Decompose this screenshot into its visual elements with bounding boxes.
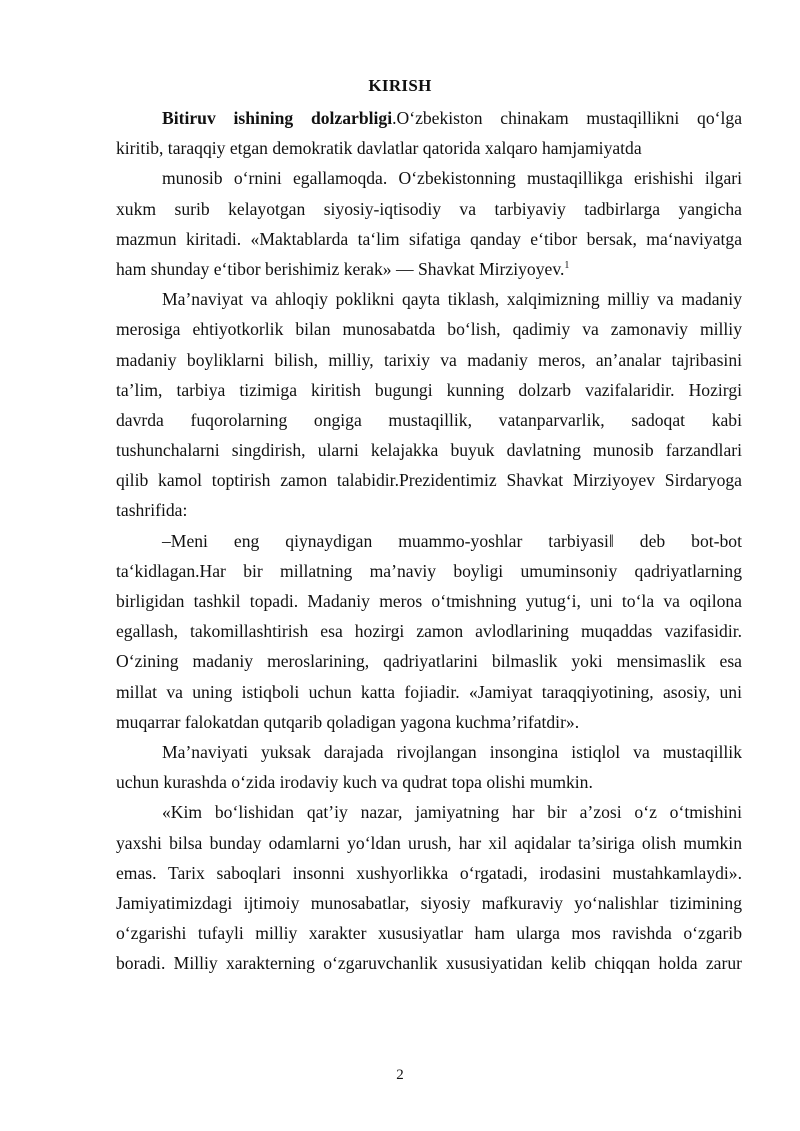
- paragraph-text: .O‘zbekiston chinakam mustaqillikni qo‘lga: [392, 108, 742, 128]
- bold-lead-text: Bitiruv ishining dolzarbligi: [162, 108, 393, 128]
- paragraph-line: millat va uning istiqboli uchun katta fojiadir. «Jamiyat taraqqiyotining, asosiy, uni: [116, 681, 742, 702]
- paragraph-line: boradi. Milliy xarakterning o‘zgaruvchanlik xususiyatidan kelib chiqqan holda zarur: [116, 953, 742, 974]
- paragraph-line: o‘zgarishi tufayli milliy xarakter xususiyatlar ham ularga mos ravishda o‘zgarib: [116, 923, 742, 944]
- paragraph-line: muqarrar falokatdan qutqarib qoladigan yagona kuchma’rifatdir».: [116, 711, 580, 732]
- paragraph-line: birligidan tashkil topadi. Madaniy meros o‘tmishning yutug‘i, uni to‘la va oqilona: [116, 591, 742, 611]
- paragraph-line: [116, 103, 742, 133]
- paragraph-line: emas. Tarix saboqlari insonni xushyorlikka o‘rgatadi, irodasini mustahkamlaydi».: [116, 862, 742, 883]
- document-body: [116, 103, 742, 978]
- paragraph-line: tashrifida:: [116, 500, 188, 521]
- paragraph-line: Jamiyatimizdagi ijtimoiy munosabatlar, siyosiy mafkuraviy yo‘nalishlar tizimining: [116, 892, 742, 913]
- paragraph-text: ham shunday e‘tibor berishimiz kerak» — Shavkat Mirziyoyev.: [116, 258, 565, 279]
- paragraph-line: davrda fuqorolarning ongiga mustaqillik, vatanparvarlik, sadoqat kabi: [116, 409, 742, 430]
- paragraph-line: munosib o‘rnini egallamoqda. O‘zbekistonning mustaqillikga erishishi ilgari: [162, 168, 742, 189]
- paragraph-line: madaniy boyliklarni bilish, milliy, tarixiy va madaniy meros, an’analar tajribasini: [116, 349, 742, 370]
- paragraph-line: xukm surib kelayotgan siyosiy-iqtisodiy va tarbiyaviy tadbirlarga yangicha: [116, 198, 742, 219]
- paragraph-line: qilib kamol toptirish zamon talabidir.Prezidentimiz Shavkat Mirziyoyev Sirdaryoga: [116, 470, 742, 491]
- footnote-marker[interactable]: 1: [564, 259, 570, 271]
- paragraph-line: merosiga ehtiyotkorlik bilan munosabatda bo‘lish, qadimiy va zamonaviy milliy: [116, 319, 742, 340]
- paragraph-line: –Meni eng qiynaydigan muammo-yoshlar tarbiyasiǁ deb bot-bot: [162, 530, 742, 551]
- paragraph-line: [116, 254, 742, 284]
- paragraph-line: «Kim bo‘lishidan qat’iy nazar, jamiyatning har bir a’zosi o‘z o‘tmishini: [162, 802, 742, 823]
- section-title: KIRISH: [368, 76, 432, 95]
- paragraph-line: kiritib, taraqqiy etgan demokratik davlatlar qatorida xalqaro hamjamiyatda: [116, 138, 642, 159]
- paragraph-line: Ma’naviyati yuksak darajada rivojlangan insongina istiqlol va mustaqillik: [162, 741, 742, 762]
- paragraph-line: ta’lim, tarbiya tizimiga kiritish bugungi kunning dolzarb vazifalaridir. Hozirgi: [116, 379, 742, 400]
- paragraph-line: egallash, takomillashtirish esa hozirgi zamon avlodlarining muqaddas vazifasidir.: [116, 621, 742, 642]
- paragraph-line: tushunchalarni singdirish, ularni kelajakka buyuk davlatning munosib farzandlari: [116, 440, 742, 461]
- paragraph-line: O‘zining madaniy meroslarining, qadriyatlarini bilmaslik yoki mensimaslik esa: [116, 651, 742, 672]
- paragraph-line: yaxshi bilsa bunday odamlarni yo‘ldan urush, har xil aqidalar ta’siriga olish mumkin: [116, 832, 742, 853]
- paragraph-line: ta‘kidlagan.Har bir millatning ma’naviy boyligi umuminsoniy qadriyatlarning: [116, 560, 742, 581]
- paragraph-line: mazmun kiritadi. «Maktablarda ta‘lim sifatiga qanday e‘tibor bersak, ma‘naviyatga: [116, 228, 742, 249]
- page-number: 2: [396, 1067, 404, 1083]
- paragraph-line: uchun kurashda o‘zida irodaviy kuch va qudrat topa olishi mumkin.: [116, 772, 593, 793]
- paragraph-line: Ma’naviyat va ahloqiy poklikni qayta tiklash, xalqimizning milliy va madaniy: [162, 289, 742, 310]
